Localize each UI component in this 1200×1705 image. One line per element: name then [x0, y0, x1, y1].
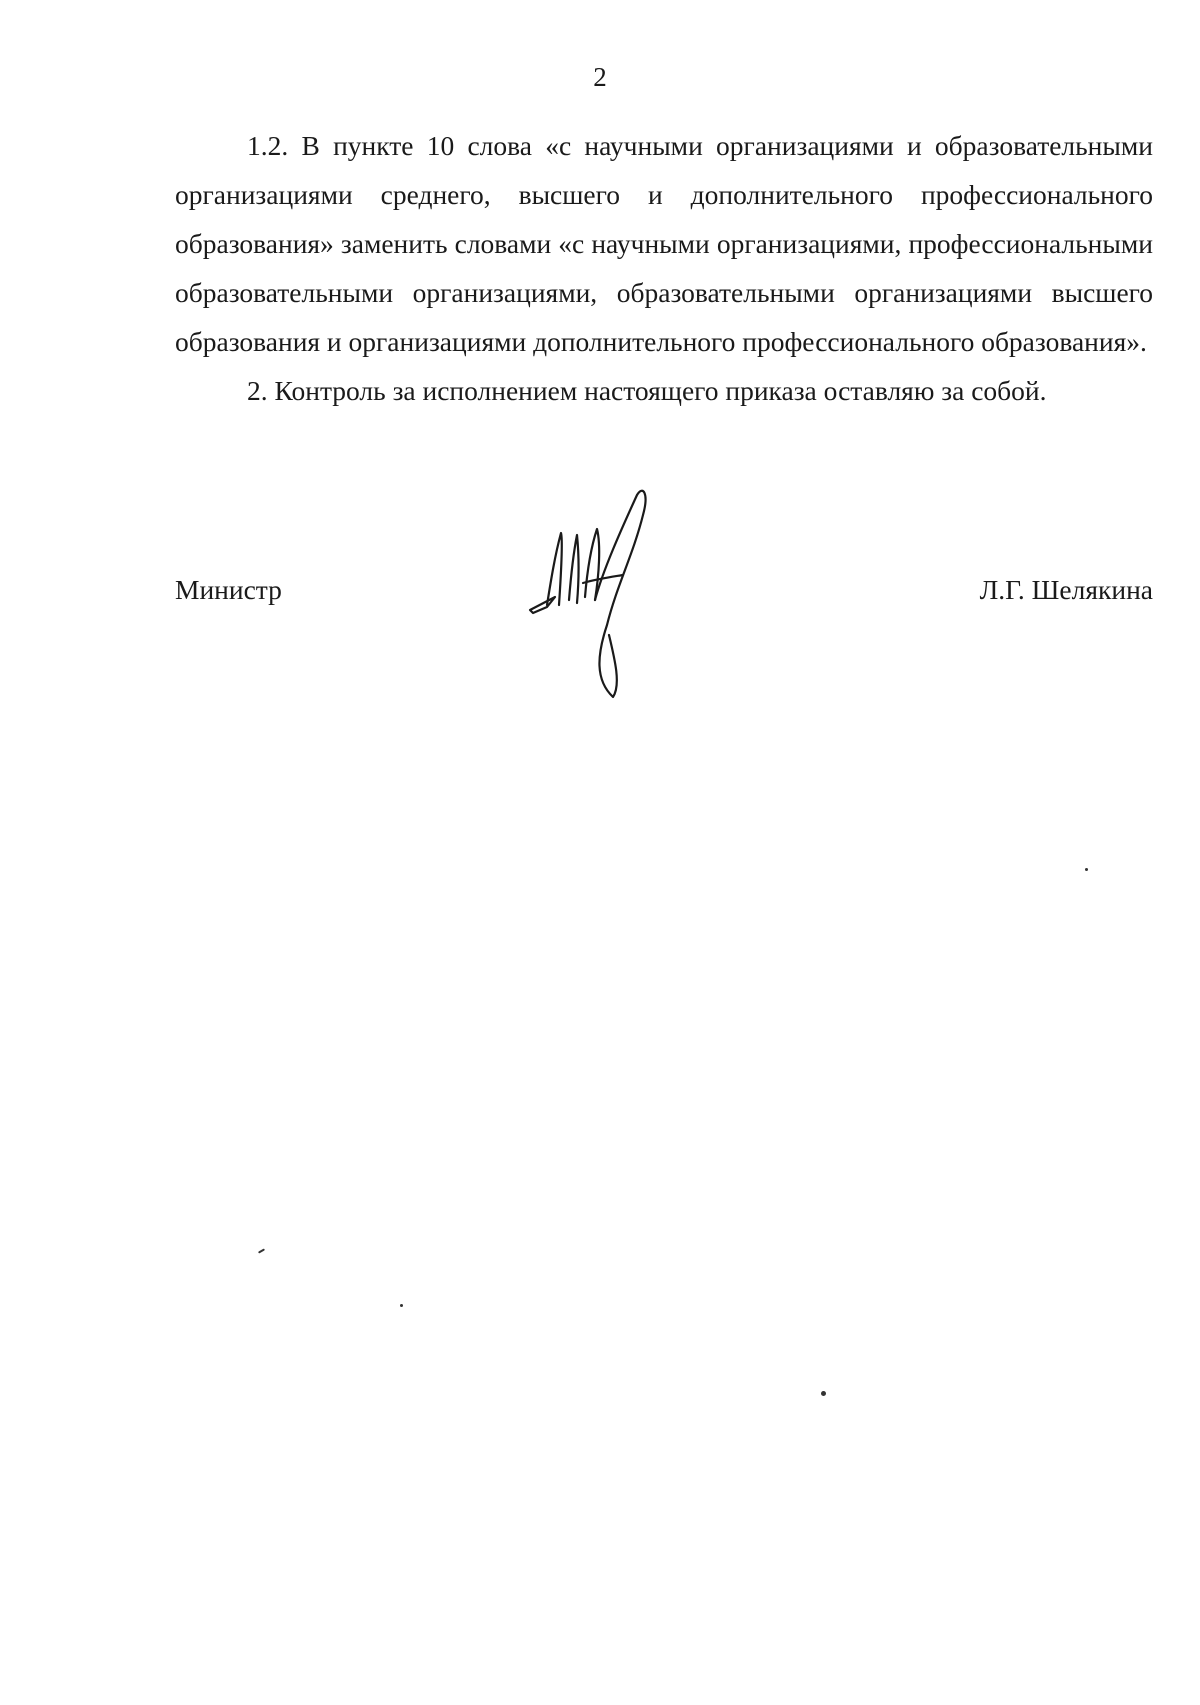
signer-position: Министр	[175, 574, 282, 605]
scan-speck	[1085, 868, 1088, 871]
signer-name: Л.Г. Шелякина	[979, 574, 1153, 605]
scan-speck	[821, 1391, 826, 1396]
scan-speck	[400, 1304, 403, 1307]
scan-speck	[258, 1248, 265, 1253]
paragraph-2: 2. Контроль за исполнением настоящего приказа оставляю за собой.	[247, 375, 1047, 406]
paragraph-1-2: 1.2. В пункте 10 слова «с научными организациями и образовательными организациями среднего, высшего и дополнительного профессионального образования» заменить словами «с научными организациями, профессиональными образовательными организациями, образовательными организациями высшего образования и организациями дополнительного профессионального образования».	[175, 130, 1153, 357]
page-number: 2	[593, 62, 607, 92]
document-body	[175, 121, 1153, 415]
handwritten-signature	[525, 485, 665, 705]
